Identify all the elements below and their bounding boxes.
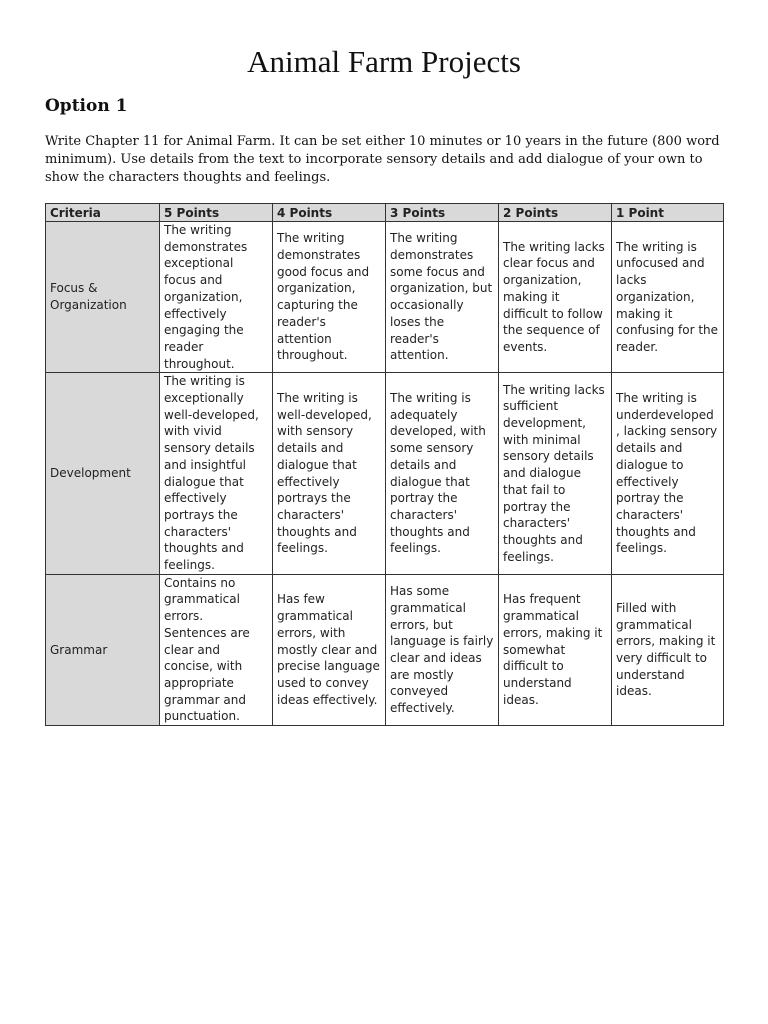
rubric-header-row [46, 204, 724, 222]
option-heading: Option 1 [45, 96, 128, 116]
rubric-cell: The writing demonstrates some focus and organization, but occasionally loses the reader's attention. [386, 222, 499, 373]
rubric-cell: The writing demonstrates good focus and organization, capturing the reader's attention throughout. [273, 222, 386, 373]
rubric-cell: Has some grammatical errors, but language is fairly clear and ideas are mostly conveyed effectively. [386, 574, 499, 725]
page-title: Animal Farm Projects [247, 44, 521, 79]
rubric-cell: The writing demonstrates exceptional focus and organization, effectively engaging the reader throughout. [160, 222, 273, 373]
rubric-table [45, 203, 724, 726]
table-row [46, 574, 724, 725]
rubric-cell: Has few grammatical errors, with mostly clear and precise language used to convey ideas effectively. [273, 574, 386, 725]
criteria-cell: Grammar [46, 574, 160, 725]
table-row [46, 222, 724, 373]
rubric-cell: Contains no grammatical errors. Sentences are clear and concise, with appropriate grammar and punctuation. [160, 574, 273, 725]
header-3-points: 3 Points [386, 204, 499, 222]
rubric-cell: Filled with grammatical errors, making it very difficult to understand ideas. [612, 574, 724, 725]
rubric-cell: Has frequent grammatical errors, making it somewhat difficult to understand ideas. [499, 574, 612, 725]
instructions-paragraph: Write Chapter 11 for Animal Farm. It can be set either 10 minutes or 10 years in the future (800 word minimum). Use details from the text to incorporate sensory details and add dialogue of your own to show the characters thoughts and feelings. [45, 134, 720, 185]
header-2-points: 2 Points [499, 204, 612, 222]
rubric-cell: The writing is exceptionally well-developed, with vivid sensory details and insightful dialogue that effectively portrays the characters' thoughts and feelings. [160, 373, 273, 574]
table-row [46, 373, 724, 574]
header-4-points: 4 Points [273, 204, 386, 222]
criteria-cell: Development [46, 373, 160, 574]
rubric-cell: The writing lacks sufficient development, with minimal sensory details and dialogue that fail to portray the characters' thoughts and feelings. [499, 373, 612, 574]
rubric-cell: The writing is underdeveloped , lacking sensory details and dialogue to effectively portray the characters' thoughts and feelings. [612, 373, 724, 574]
rubric-cell: The writing is adequately developed, with some sensory details and dialogue that portray the characters' thoughts and feelings. [386, 373, 499, 574]
header-criteria: Criteria [46, 204, 160, 222]
rubric-cell: The writing is well-developed, with sensory details and dialogue that effectively portrays the characters' thoughts and feelings. [273, 373, 386, 574]
header-1-point: 1 Point [612, 204, 724, 222]
criteria-cell: Focus & Organization [46, 222, 160, 373]
rubric-cell: The writing lacks clear focus and organization, making it difficult to follow the sequence of events. [499, 222, 612, 373]
header-5-points: 5 Points [160, 204, 273, 222]
rubric-cell: The writing is unfocused and lacks organization, making it confusing for the reader. [612, 222, 724, 373]
